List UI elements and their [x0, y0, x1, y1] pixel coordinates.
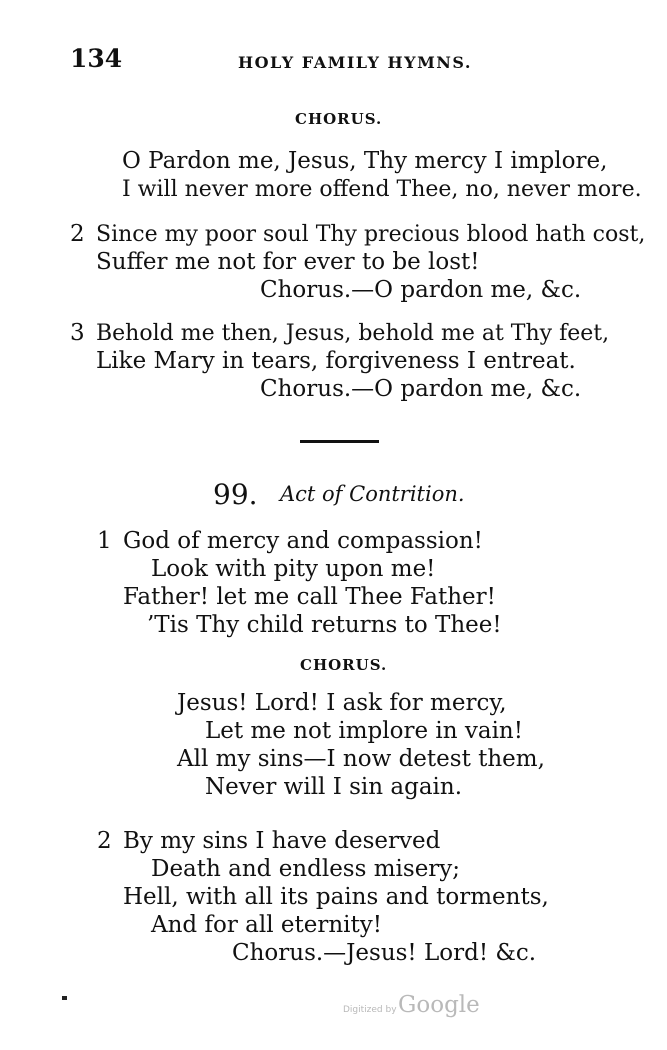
- verse-number: 2: [70, 221, 85, 247]
- hymn-number: 99.: [213, 478, 258, 511]
- chorus-line: O Pardon me, Jesus, Thy mercy I implore,: [122, 148, 608, 174]
- verse-line: Since my poor soul Thy precious blood hath cost,: [96, 222, 646, 247]
- verse-line: Like Mary in tears, forgiveness I entreat.: [96, 348, 576, 374]
- scan-mark: [62, 996, 67, 1000]
- chorus-line: Never will I sin again.: [205, 774, 463, 800]
- chorus-heading: CHORUS.: [300, 656, 388, 674]
- chorus-reference: Chorus.—O pardon me, &c.: [260, 277, 582, 303]
- section-divider: [300, 440, 379, 443]
- chorus-reference: Chorus.—Jesus! Lord! &c.: [232, 940, 537, 966]
- verse-line: Behold me then, Jesus, behold me at Thy feet,: [96, 321, 610, 346]
- chorus-line: All my sins—I now detest them,: [177, 746, 545, 772]
- running-title: HOLY FAMILY HYMNS.: [238, 53, 472, 72]
- verse-line: Father! let me call Thee Father!: [123, 584, 496, 610]
- verse-line: Suffer me not for ever to be lost!: [96, 249, 480, 275]
- verse-line: And for all eternity!: [151, 912, 382, 938]
- verse-line: Death and endless misery;: [151, 856, 461, 882]
- chorus-line: Let me not implore in vain!: [205, 718, 523, 744]
- verse-line: Hell, with all its pains and torments,: [123, 884, 549, 910]
- hymn-title: Act of Contrition.: [280, 482, 465, 506]
- chorus-line: I will never more offend Thee, no, never more.: [122, 177, 642, 202]
- digitized-by-label: Digitized by: [343, 1005, 397, 1015]
- chorus-reference: Chorus.—O pardon me, &c.: [260, 376, 582, 402]
- verse-number: 3: [70, 320, 85, 346]
- verse-number: 2: [97, 828, 112, 854]
- verse-line: By my sins I have deserved: [123, 828, 441, 854]
- chorus-heading: CHORUS.: [295, 110, 383, 128]
- verse-number: 1: [97, 528, 112, 554]
- page-number: 134: [70, 44, 123, 73]
- google-wordmark: Google: [398, 992, 480, 1018]
- chorus-line: Jesus! Lord! I ask for mercy,: [177, 690, 507, 716]
- verse-line: God of mercy and compassion!: [123, 528, 483, 554]
- verse-line: Look with pity upon me!: [151, 556, 436, 582]
- verse-line: ’Tis Thy child returns to Thee!: [147, 612, 502, 638]
